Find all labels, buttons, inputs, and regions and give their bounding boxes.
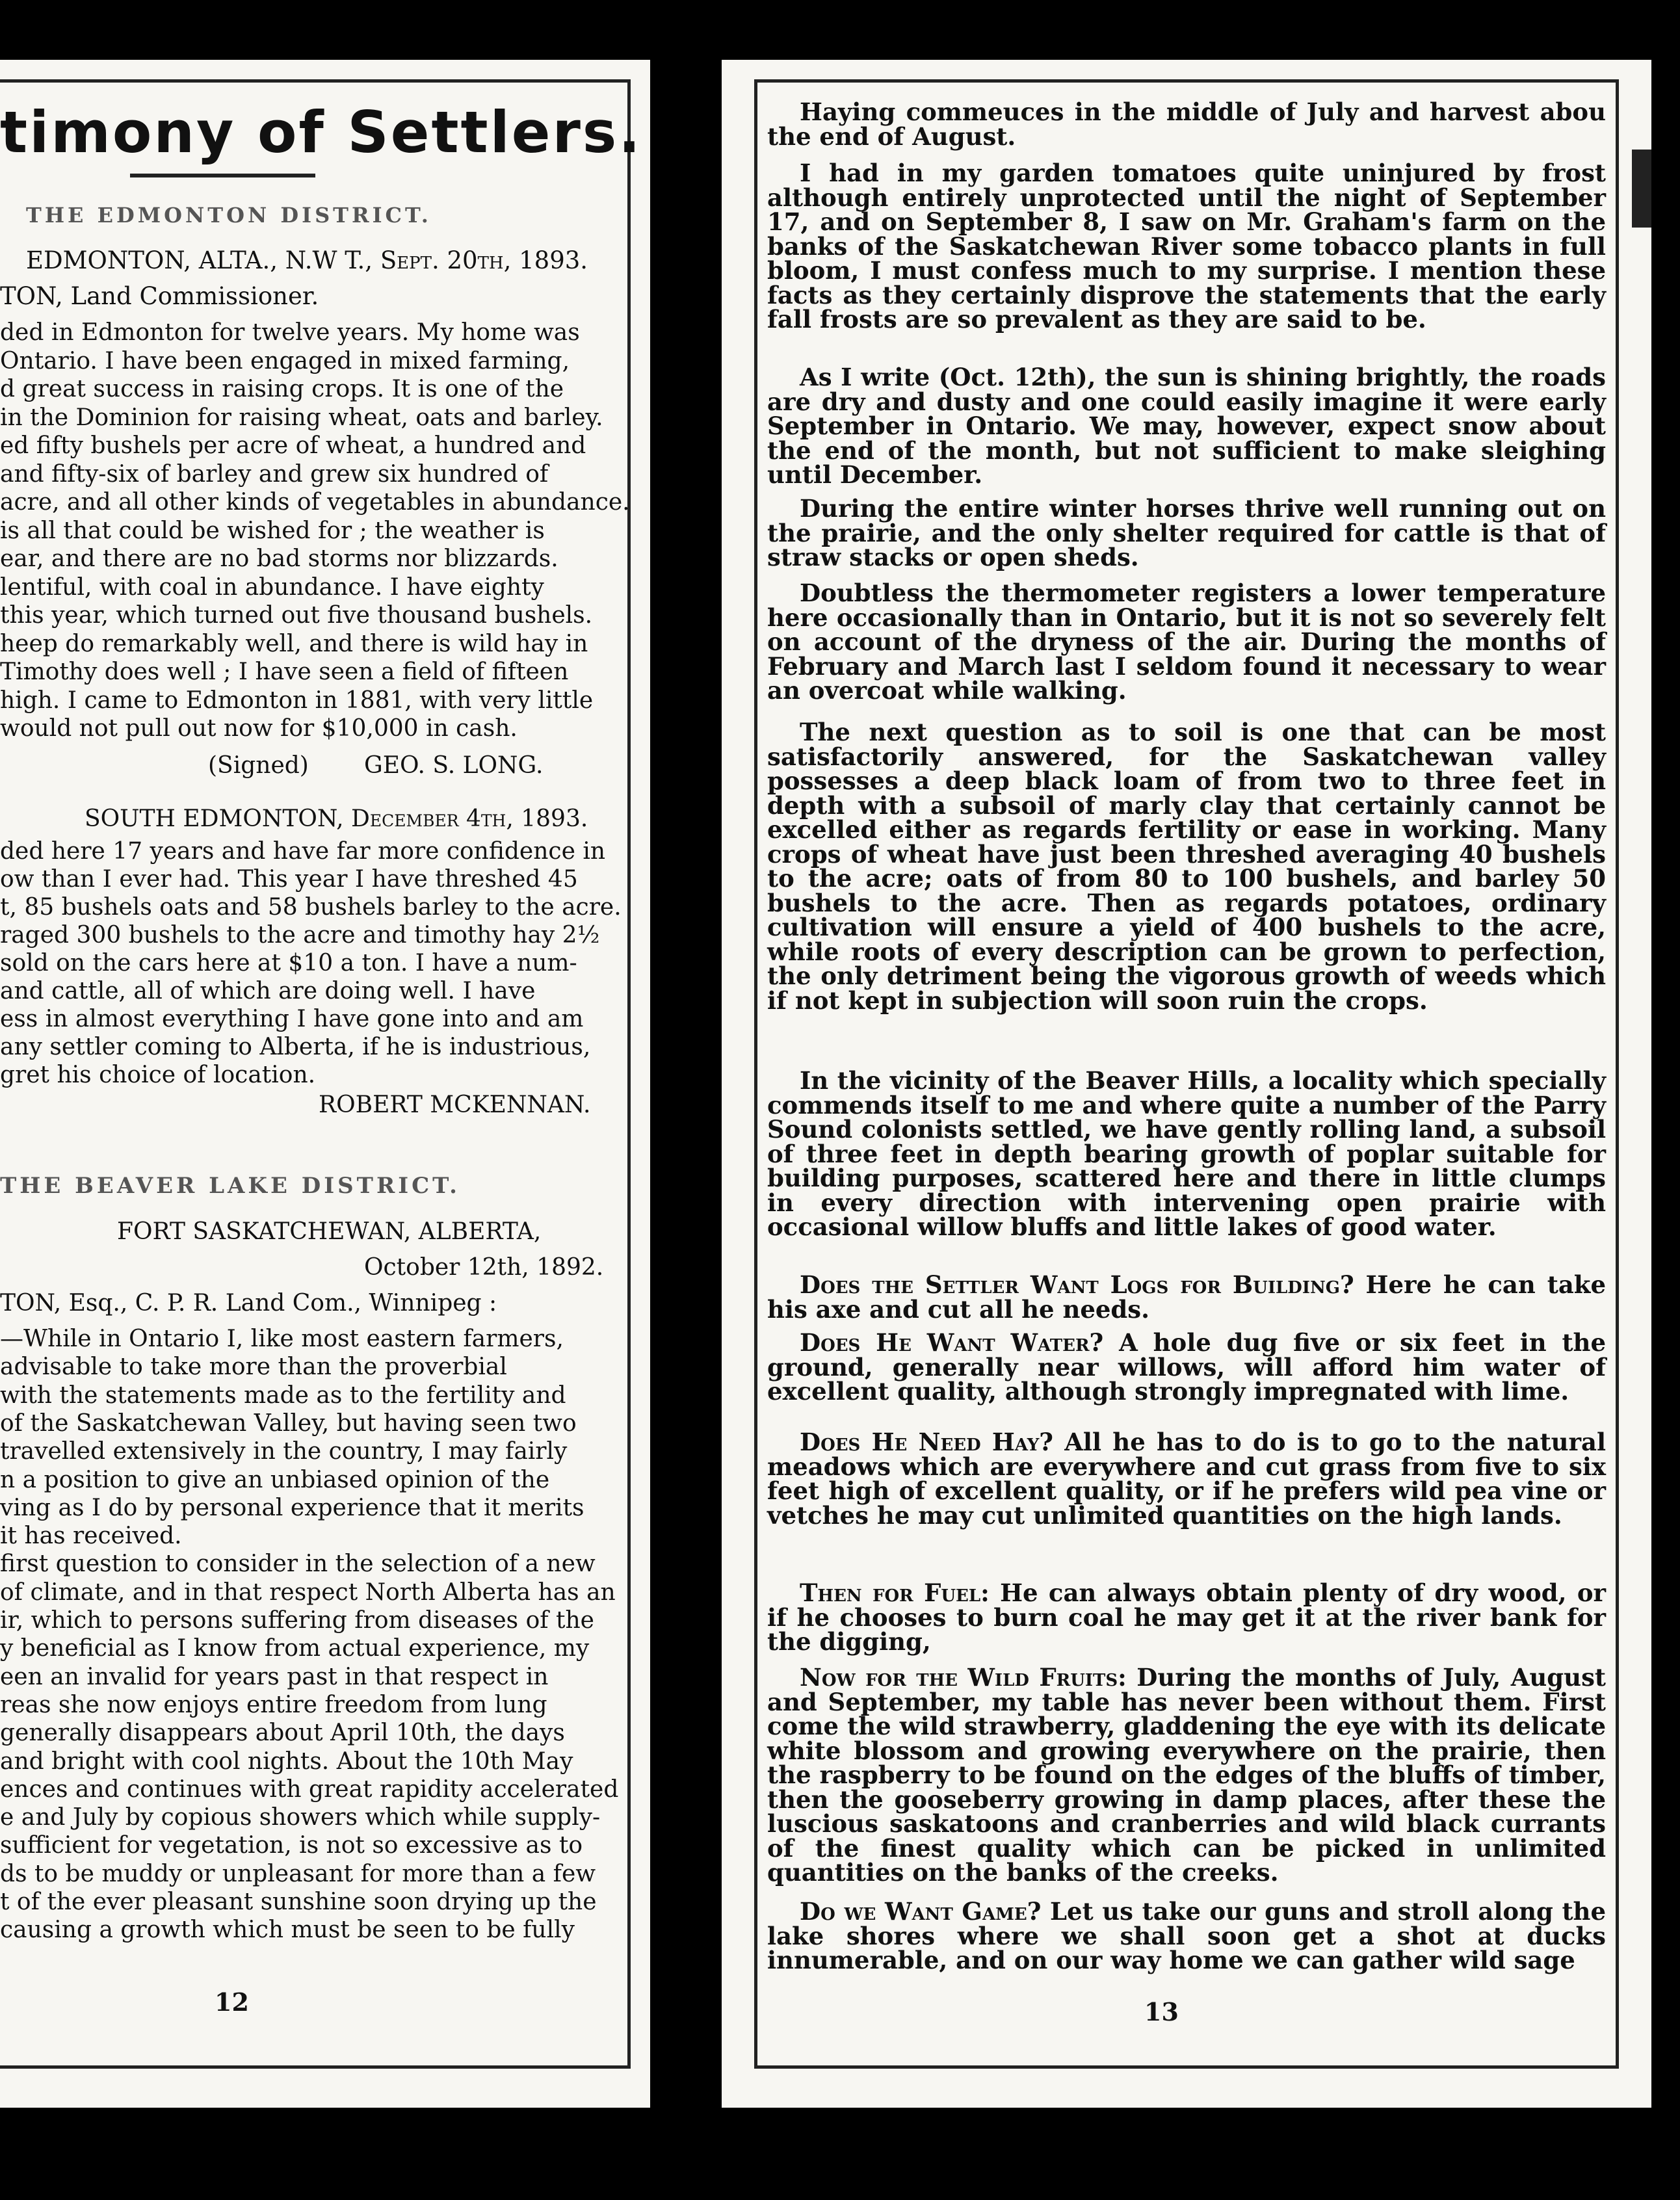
text-line: ded here 17 years and have far more confidence in bbox=[0, 838, 606, 865]
paragraph-lead: Does He Want Water? bbox=[800, 1328, 1104, 1357]
text-line: would not pull out now for $10,000 in cash. bbox=[0, 715, 518, 742]
title-rule bbox=[130, 174, 315, 177]
text-line: sufficient for vegetation, is not so excessive as to bbox=[0, 1832, 583, 1859]
paragraph-text: During the entire winter horses thrive well running out on the prairie, and the only shelter required for cattle is that of straw stacks or open sheds. bbox=[767, 494, 1606, 571]
text-line: generally disappears about April 10th, the days bbox=[0, 1720, 565, 1747]
page-number-left: 12 bbox=[215, 1987, 249, 2017]
text-line: e and July by copious showers which while supply- bbox=[0, 1804, 601, 1831]
text-line: Timothy does well ; I have seen a field of fifteen bbox=[0, 659, 569, 685]
text-line: lentiful, with coal in abundance. I have eighty bbox=[0, 573, 544, 601]
text-line: and bright with cool nights. About the 10th May bbox=[0, 1748, 573, 1775]
paragraph-text: A hole dug five or six feet in the ground, generally near willows, will afford him water of excellent quality, although strongly impregnated with lime. bbox=[767, 1328, 1606, 1406]
paragraph bbox=[767, 161, 1606, 332]
text-line: it has received. bbox=[0, 1523, 182, 1550]
text-line: first question to consider in the selection of a new bbox=[0, 1551, 596, 1578]
text-line: gret his choice of location. bbox=[0, 1062, 316, 1088]
paragraph bbox=[767, 1270, 1606, 1324]
letter1-signed: (Signed) bbox=[208, 752, 309, 779]
text-line: of climate, and in that respect North Alberta has an bbox=[0, 1578, 616, 1606]
text-line: high. I came to Edmonton in 1881, with very little bbox=[0, 687, 594, 714]
paragraph bbox=[767, 581, 1606, 703]
text-line: acre, and all other kinds of vegetables in abundance. bbox=[0, 489, 630, 516]
paragraph-text: I had in my garden tomatoes quite uninjured by frost although entirely unprotected until the night of September 17, and on September 8, I saw on Mr. Graham's farm on the banks of the Saskatchewan River some tobacco plants in full bloom, I must confess much to my surprise. I mention these facts as they certainly disprove the statements that the early fall frosts are so prevalent as they are said to be. bbox=[767, 159, 1606, 334]
text-line: in the Dominion for raising wheat, oats and barley. bbox=[0, 404, 603, 431]
text-line: —While in Ontario I, like most eastern farmers, bbox=[0, 1326, 564, 1352]
text-line: is all that could be wished for ; the weather is bbox=[0, 517, 545, 544]
text-line: ences and continues with great rapidity accelerated bbox=[0, 1775, 619, 1803]
paragraph bbox=[767, 1663, 1606, 1887]
text-line: een an invalid for years past in that respect in bbox=[0, 1663, 549, 1690]
text-line: and fifty-six of barley and grew six hundred of bbox=[0, 460, 549, 488]
text-line: Ontario. I have been engaged in mixed farming, bbox=[0, 347, 570, 374]
paragraph-text: As I write (Oct. 12th), the sun is shining brightly, the roads are dry and dusty and one could easily imagine it were early September in Ontario. We may, however, expect snow about the end of the month, but not sufficient to make sleighing until December. bbox=[767, 363, 1606, 489]
paragraph bbox=[767, 1066, 1606, 1241]
paragraph-text: In the vicinity of the Beaver Hills, a locality which specially commends itself to me and where quite a number of the Parry Sound colonists settled, we have gently rolling land, a subsoil of three feet in depth bearing growth of poplar suitable for building purposes, scattered here and there in little clumps in every direction with intervening open prairie with occasional willow bluffs and little lakes of good water. bbox=[767, 1066, 1606, 1241]
paragraph-text: Doubtless the thermometer registers a lower temperature here occasionally than in Ontario, but it is not so severely felt on account of the dryness of the air. During the months of February and March last I seldom found it necessary to wear an overcoat while walking. bbox=[767, 579, 1606, 705]
text-line: reas she now enjoys entire freedom from lung bbox=[0, 1691, 547, 1718]
text-line: ed fifty bushels per acre of wheat, a hundred and bbox=[0, 432, 586, 459]
paragraph-text: He can always obtain plenty of dry wood, or if he chooses to burn coal he may get it at the river bank for the digging, bbox=[767, 1578, 1606, 1656]
district-heading-beaver-lake: THE BEAVER LAKE DISTRICT. bbox=[0, 1173, 460, 1199]
text-line: travelled extensively in the country, I may fairly bbox=[0, 1438, 568, 1465]
text-line: heep do remarkably well, and there is wild hay in bbox=[0, 630, 588, 657]
text-line: ess in almost everything I have gone into and am bbox=[0, 1006, 584, 1032]
letter1-dateline: EDMONTON, ALTA., N.W T., Sept. 20th, 1893. bbox=[26, 246, 588, 274]
letter3-salutation: TON, Esq., C. P. R. Land Com., Winnipeg : bbox=[0, 1290, 497, 1316]
paragraph-lead: Then for Fuel: bbox=[800, 1578, 990, 1607]
paragraph bbox=[767, 720, 1606, 1013]
text-line: any settler coming to Alberta, if he is industrious, bbox=[0, 1034, 591, 1060]
text-line: advisable to take more than the proverbial bbox=[0, 1354, 507, 1381]
text-line: ving as I do by personal experience that it merits bbox=[0, 1494, 584, 1521]
page-title: timony of Settlers. bbox=[0, 99, 642, 166]
paragraph bbox=[767, 100, 1606, 149]
text-line: ded in Edmonton for twelve years. My home was bbox=[0, 319, 580, 346]
text-line: d great success in raising crops. It is one of the bbox=[0, 376, 564, 402]
paragraph-lead: Does He Need Hay? bbox=[800, 1428, 1053, 1456]
paragraph-text: Haying commeuces in the middle of July and harvest abou the end of August. bbox=[767, 98, 1606, 151]
right-page bbox=[722, 60, 1651, 2108]
paragraph-text: During the months of July, August and September, my table has never been without them. First come the wild strawberry, gladdening the eye with its delicate white blossom and growing everywhere on the prairie, then the raspberry to be found on the edges of the bluffs of timber, then the gooseberry growing in damp places, after these the luscious saskatoons and cranberries and wild black currants of the finest quality which can be picked in unlimited quantities on the banks of the creeks. bbox=[767, 1663, 1606, 1887]
text-line: t of the ever pleasant sunshine soon drying up the bbox=[0, 1889, 597, 1915]
text-line: causing a growth which must be seen to be fully bbox=[0, 1917, 575, 1944]
text-line: of the Saskatchewan Valley, but having seen two bbox=[0, 1409, 577, 1437]
text-line: ear, and there are no bad storms nor blizzards. bbox=[0, 545, 558, 572]
letter2-dateline: SOUTH EDMONTON, December 4th, 1893. bbox=[85, 805, 588, 832]
paragraph-text: Here he can take his axe and cut all he needs. bbox=[767, 1270, 1606, 1324]
letter3-dateline-place: FORT SASKATCHEWAN, ALBERTA, bbox=[117, 1218, 542, 1245]
text-line: and cattle, all of which are doing well. I have bbox=[0, 978, 536, 1004]
paragraph bbox=[767, 1430, 1606, 1528]
paragraph-lead: Now for the Wild Fruits: bbox=[800, 1663, 1127, 1692]
text-line: ow than I ever had. This year I have threshed 45 bbox=[0, 866, 578, 893]
letter3-dateline-date: October 12th, 1892. bbox=[364, 1254, 604, 1281]
paragraph bbox=[767, 365, 1606, 488]
paragraph bbox=[767, 1897, 1606, 1974]
text-line: y beneficial as I know from actual experience, my bbox=[0, 1635, 590, 1662]
paragraph-lead: Does the Settler Want Logs for Building? bbox=[800, 1270, 1354, 1299]
page-number-right: 13 bbox=[1144, 1997, 1179, 2026]
paragraph bbox=[767, 494, 1606, 571]
text-line: ir, which to persons suffering from diseases of the bbox=[0, 1607, 594, 1634]
text-line: sold on the cars here at $10 a ton. I have a num- bbox=[0, 950, 577, 976]
paragraph bbox=[767, 1578, 1606, 1656]
paragraph bbox=[767, 1328, 1606, 1406]
paragraph-text: The next question as to soil is one that can be most satisfactorily answered, for the Saskatchewan valley possesses a deep black loam of from two to three feet in depth with a subsoil of marly clay that certainly cannot be excelled either as regards fertility or ease in working. Many crops of wheat have just been threshed averaging 40 bushels to the acre; oats of from 80 to 100 bushels, and barley 50 bushels to the acre. Then as regards potatoes, ordinary cultivation will ensure a yield of 400 bushels to the acre, while roots of every description can be grown to perfection, the only detriment being the vigorous growth of weeds which if not kept in subjection will soon ruin the crops. bbox=[767, 718, 1606, 1015]
text-line: raged 300 bushels to the acre and timothy hay 2½ bbox=[0, 922, 600, 949]
paragraph-text: Let us take our guns and stroll along the lake shores where we shall soon get a shot at ducks innumerable, and on our way home we can gather wild sage bbox=[767, 1897, 1606, 1974]
text-line: t, 85 bushels oats and 58 bushels barley to the acre. bbox=[0, 894, 622, 921]
text-line: n a position to give an unbiased opinion of the bbox=[0, 1466, 550, 1493]
edge-mark bbox=[1632, 150, 1651, 228]
letter1-salutation: TON, Land Commissioner. bbox=[0, 282, 319, 310]
district-heading-edmonton: THE EDMONTON DISTRICT. bbox=[26, 203, 432, 228]
paragraph-lead: Do we Want Game? bbox=[800, 1897, 1042, 1926]
text-line: with the statements made as to the fertility and bbox=[0, 1382, 566, 1409]
text-line: this year, which turned out five thousand bushels. bbox=[0, 602, 593, 629]
paragraph-text: All he has to do is to go to the natural meadows which are everywhere and cut grass from five to six feet high of excellent quality, or if he prefers wild pea vine or vetches he may cut unlimited quantities on the high lands. bbox=[767, 1428, 1606, 1530]
left-page bbox=[0, 60, 650, 2108]
letter1-signature: GEO. S. LONG. bbox=[364, 752, 544, 779]
letter2-signature: ROBERT MCKENNAN. bbox=[319, 1092, 591, 1118]
text-line: ds to be muddy or unpleasant for more than a few bbox=[0, 1860, 596, 1887]
